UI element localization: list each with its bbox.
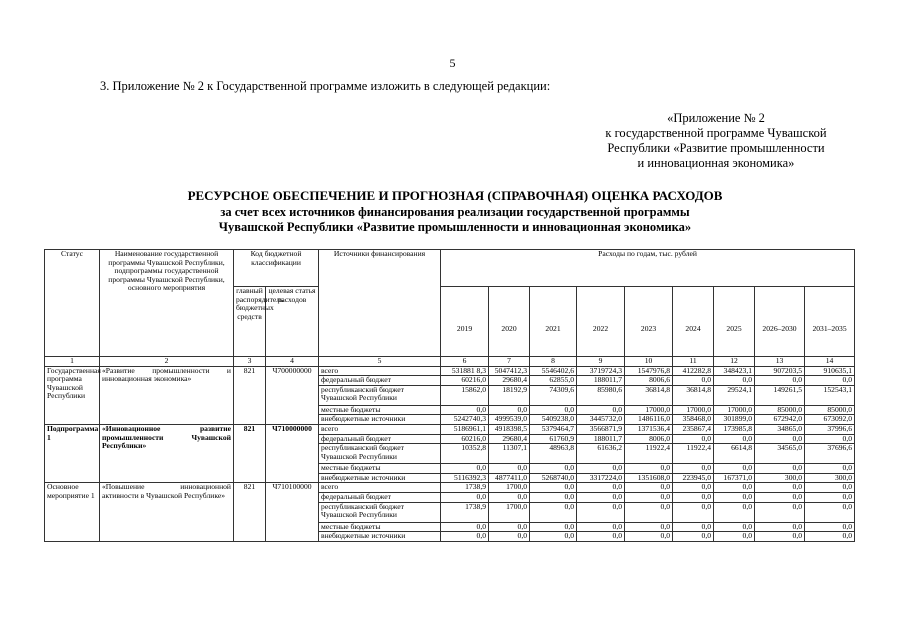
value-cell: 29680,4 [489, 376, 530, 386]
value-cell: 0,0 [714, 434, 755, 444]
value-cell: 0,0 [673, 376, 714, 386]
header-name: Наименование государственной программы Чувашской Республики, подпрограммы государственной программы Чувашской Республики, основного мероприятия [100, 250, 234, 357]
value-cell: 37696,6 [805, 444, 855, 464]
source-cell: всего [319, 483, 441, 493]
column-number: 7 [489, 357, 530, 367]
value-cell: 1700,0 [489, 502, 530, 522]
value-cell: 5379464,7 [530, 424, 577, 434]
value-cell: 3317224,0 [577, 473, 625, 483]
value-cell: 60216,0 [441, 376, 489, 386]
header-budget-code: Код бюджетной классификации [234, 250, 319, 287]
page-number: 5 [449, 56, 456, 70]
value-cell: 34865,0 [755, 424, 805, 434]
status-cell: Подпрограмма 1 [45, 424, 100, 482]
value-cell: 5116392,3 [441, 473, 489, 483]
value-cell: 0,0 [441, 405, 489, 415]
value-cell: 0,0 [714, 522, 755, 532]
value-cell: 0,0 [714, 532, 755, 542]
source-cell: федеральный бюджет [319, 376, 441, 386]
value-cell: 0,0 [441, 532, 489, 542]
column-number: 11 [673, 357, 714, 367]
value-cell: 907203,5 [755, 366, 805, 376]
value-cell: 0,0 [673, 492, 714, 502]
value-cell: 0,0 [714, 464, 755, 474]
status-cell: Государственная программа Чувашской Республики [45, 366, 100, 424]
value-cell: 17000,0 [714, 405, 755, 415]
value-cell: 0,0 [577, 464, 625, 474]
value-cell: 0,0 [755, 483, 805, 493]
value-cell: 173985,8 [714, 424, 755, 434]
value-cell: 11922,4 [625, 444, 673, 464]
value-cell: 0,0 [530, 464, 577, 474]
value-cell: 74309,6 [530, 385, 577, 405]
value-cell: 300,0 [755, 473, 805, 483]
value-cell: 1738,9 [441, 483, 489, 493]
value-cell: 5047412,3 [489, 366, 530, 376]
appendix-line: Республики «Развитие промышленности [607, 141, 825, 155]
column-number: 10 [625, 357, 673, 367]
source-cell: внебюджетные источники [319, 415, 441, 425]
source-cell: республиканский бюджет Чувашской Республики [319, 444, 441, 464]
value-cell: 0,0 [530, 492, 577, 502]
column-number: 9 [577, 357, 625, 367]
source-cell: внебюджетные источники [319, 473, 441, 483]
value-cell: 0,0 [673, 483, 714, 493]
value-cell: 0,0 [714, 376, 755, 386]
value-cell: 29680,4 [489, 434, 530, 444]
value-cell: 5268740,0 [530, 473, 577, 483]
value-cell: 36814,8 [625, 385, 673, 405]
value-cell: 1351608,0 [625, 473, 673, 483]
value-cell: 0,0 [673, 434, 714, 444]
column-number: 5 [319, 357, 441, 367]
source-cell: местные бюджеты [319, 405, 441, 415]
value-cell: 1700,0 [489, 483, 530, 493]
value-cell: 85000,0 [805, 405, 855, 415]
value-cell: 60216,0 [441, 434, 489, 444]
value-cell: 348423,1 [714, 366, 755, 376]
column-number: 4 [266, 357, 319, 367]
value-cell: 11922,4 [673, 444, 714, 464]
value-cell: 152543,1 [805, 385, 855, 405]
header-sources: Источники финансирования [319, 250, 441, 357]
table-row [45, 483, 855, 493]
header-year: 2021 [530, 287, 577, 357]
value-cell: 531881 8,3 [441, 366, 489, 376]
source-cell: всего [319, 366, 441, 376]
value-cell: 0,0 [755, 434, 805, 444]
appendix-reference [585, 111, 847, 171]
column-number: 3 [234, 357, 266, 367]
value-cell: 0,0 [577, 532, 625, 542]
source-cell: республиканский бюджет Чувашской Республики [319, 502, 441, 522]
value-cell: 85980,6 [577, 385, 625, 405]
value-cell: 0,0 [489, 532, 530, 542]
value-cell: 223945,0 [673, 473, 714, 483]
name-cell: «Повышение инновационной активности в Чувашской Республике» [100, 483, 234, 541]
value-cell: 149261,5 [755, 385, 805, 405]
value-cell: 15862,0 [441, 385, 489, 405]
value-cell: 0,0 [577, 405, 625, 415]
header-target-article: целевая статья расходов [266, 287, 319, 357]
value-cell: 0,0 [530, 532, 577, 542]
csr-cell: Ч710000000 [266, 424, 319, 482]
value-cell: 0,0 [489, 522, 530, 532]
column-number: 1 [45, 357, 100, 367]
value-cell: 8006,6 [625, 376, 673, 386]
value-cell: 0,0 [673, 522, 714, 532]
value-cell: 3719724,3 [577, 366, 625, 376]
value-cell: 1547976,8 [625, 366, 673, 376]
value-cell: 17000,0 [673, 405, 714, 415]
value-cell: 0,0 [673, 532, 714, 542]
source-cell: республиканский бюджет Чувашской Республики [319, 385, 441, 405]
value-cell: 0,0 [805, 492, 855, 502]
value-cell: 672942,0 [755, 415, 805, 425]
value-cell: 0,0 [755, 376, 805, 386]
value-cell: 4999539,0 [489, 415, 530, 425]
value-cell: 0,0 [755, 492, 805, 502]
value-cell: 673092,0 [805, 415, 855, 425]
value-cell: 0,0 [489, 464, 530, 474]
csr-cell: Ч710100000 [266, 483, 319, 541]
header-year: 2022 [577, 287, 625, 357]
value-cell: 910635,1 [805, 366, 855, 376]
intro-paragraph: 3. Приложение № 2 к Государственной программе изложить в следующей редакции: [100, 79, 551, 93]
header-status: Статус [45, 250, 100, 357]
value-cell: 0,0 [530, 502, 577, 522]
value-cell: 61636,2 [577, 444, 625, 464]
source-cell: местные бюджеты [319, 522, 441, 532]
value-cell: 61760,9 [530, 434, 577, 444]
value-cell: 0,0 [625, 502, 673, 522]
grbs-cell: 821 [234, 424, 266, 482]
value-cell: 11307,1 [489, 444, 530, 464]
header-expenses: Расходы по годам, тыс. рублей [441, 250, 855, 287]
value-cell: 3445732,0 [577, 415, 625, 425]
value-cell: 5409238,0 [530, 415, 577, 425]
value-cell: 0,0 [805, 434, 855, 444]
column-number: 12 [714, 357, 755, 367]
value-cell: 188011,7 [577, 434, 625, 444]
table-row [45, 424, 855, 434]
value-cell: 0,0 [755, 502, 805, 522]
source-cell: федеральный бюджет [319, 434, 441, 444]
source-cell: всего [319, 424, 441, 434]
value-cell: 10352,8 [441, 444, 489, 464]
value-cell: 0,0 [714, 492, 755, 502]
value-cell: 18192,9 [489, 385, 530, 405]
value-cell: 34565,0 [755, 444, 805, 464]
value-cell: 8006,0 [625, 434, 673, 444]
value-cell: 0,0 [673, 502, 714, 522]
value-cell: 0,0 [577, 492, 625, 502]
column-number: 13 [755, 357, 805, 367]
value-cell: 167371,0 [714, 473, 755, 483]
value-cell: 0,0 [625, 464, 673, 474]
value-cell: 301899,0 [714, 415, 755, 425]
header-row [45, 250, 855, 287]
value-cell: 5186961,1 [441, 424, 489, 434]
resource-table [44, 249, 855, 542]
value-cell: 0,0 [577, 522, 625, 532]
appendix-line: к государственной программе Чувашской [605, 126, 827, 140]
value-cell: 0,0 [489, 492, 530, 502]
value-cell: 1486116,0 [625, 415, 673, 425]
value-cell: 0,0 [755, 464, 805, 474]
value-cell: 188011,7 [577, 376, 625, 386]
value-cell: 0,0 [714, 483, 755, 493]
appendix-line: «Приложение № 2 [667, 111, 765, 125]
value-cell: 5242740,3 [441, 415, 489, 425]
column-number: 6 [441, 357, 489, 367]
column-number: 14 [805, 357, 855, 367]
value-cell: 0,0 [441, 492, 489, 502]
source-cell: федеральный бюджет [319, 492, 441, 502]
value-cell: 0,0 [489, 405, 530, 415]
value-cell: 0,0 [625, 483, 673, 493]
value-cell: 0,0 [755, 522, 805, 532]
appendix-line: и инновационная экономика» [637, 156, 795, 170]
value-cell: 412282,8 [673, 366, 714, 376]
value-cell: 0,0 [577, 502, 625, 522]
value-cell: 0,0 [625, 532, 673, 542]
value-cell: 17000,0 [625, 405, 673, 415]
header-year: 2025 [714, 287, 755, 357]
value-cell: 4877411,0 [489, 473, 530, 483]
value-cell: 0,0 [441, 464, 489, 474]
source-cell: местные бюджеты [319, 464, 441, 474]
document-subtitle: Чувашской Республики «Развитие промышленности и инновационная экономика» [218, 220, 692, 234]
value-cell: 6614,8 [714, 444, 755, 464]
value-cell: 36814,8 [673, 385, 714, 405]
header-main-manager: главный распорядитель бюджетных средств [234, 287, 266, 357]
value-cell: 62855,0 [530, 376, 577, 386]
value-cell: 1371536,4 [625, 424, 673, 434]
value-cell: 235867,4 [673, 424, 714, 434]
value-cell: 48963,8 [530, 444, 577, 464]
value-cell: 5546402,6 [530, 366, 577, 376]
value-cell: 29524,1 [714, 385, 755, 405]
source-cell: внебюджетные источники [319, 532, 441, 542]
header-year: 2031–2035 [805, 287, 855, 357]
name-cell: «Развитие промышленности и инновационная экономика» [100, 366, 234, 424]
column-number-row [45, 357, 855, 367]
document-title: РЕСУРСНОЕ ОБЕСПЕЧЕНИЕ И ПРОГНОЗНАЯ (СПРАВОЧНАЯ) ОЦЕНКА РАСХОДОВ [187, 188, 723, 203]
header-year: 2026–2030 [755, 287, 805, 357]
grbs-cell: 821 [234, 366, 266, 424]
csr-cell: Ч700000000 [266, 366, 319, 424]
value-cell: 0,0 [805, 532, 855, 542]
value-cell: 0,0 [625, 492, 673, 502]
value-cell: 0,0 [755, 532, 805, 542]
column-number: 8 [530, 357, 577, 367]
value-cell: 4918398,5 [489, 424, 530, 434]
value-cell: 1738,9 [441, 502, 489, 522]
value-cell: 0,0 [805, 522, 855, 532]
document-subtitle: за счет всех источников финансирования реализации государственной программы [220, 205, 690, 219]
value-cell: 0,0 [577, 483, 625, 493]
value-cell: 0,0 [805, 464, 855, 474]
value-cell: 3566871,9 [577, 424, 625, 434]
header-year: 2023 [625, 287, 673, 357]
column-number: 2 [100, 357, 234, 367]
value-cell: 85000,0 [755, 405, 805, 415]
value-cell: 0,0 [625, 522, 673, 532]
value-cell: 0,0 [673, 464, 714, 474]
value-cell: 358468,0 [673, 415, 714, 425]
value-cell: 0,0 [530, 483, 577, 493]
value-cell: 0,0 [441, 522, 489, 532]
value-cell: 0,0 [530, 522, 577, 532]
value-cell: 300,0 [805, 473, 855, 483]
status-cell: Основное мероприятие 1 [45, 483, 100, 541]
header-year: 2019 [441, 287, 489, 357]
value-cell: 0,0 [530, 405, 577, 415]
name-cell: «Инновационное развитие промышленности Чувашской Республики» [100, 424, 234, 482]
value-cell: 0,0 [805, 502, 855, 522]
table-row [45, 366, 855, 376]
grbs-cell: 821 [234, 483, 266, 541]
header-year: 2020 [489, 287, 530, 357]
value-cell: 0,0 [805, 376, 855, 386]
header-year: 2024 [673, 287, 714, 357]
value-cell: 0,0 [714, 502, 755, 522]
value-cell: 0,0 [805, 483, 855, 493]
value-cell: 37996,6 [805, 424, 855, 434]
